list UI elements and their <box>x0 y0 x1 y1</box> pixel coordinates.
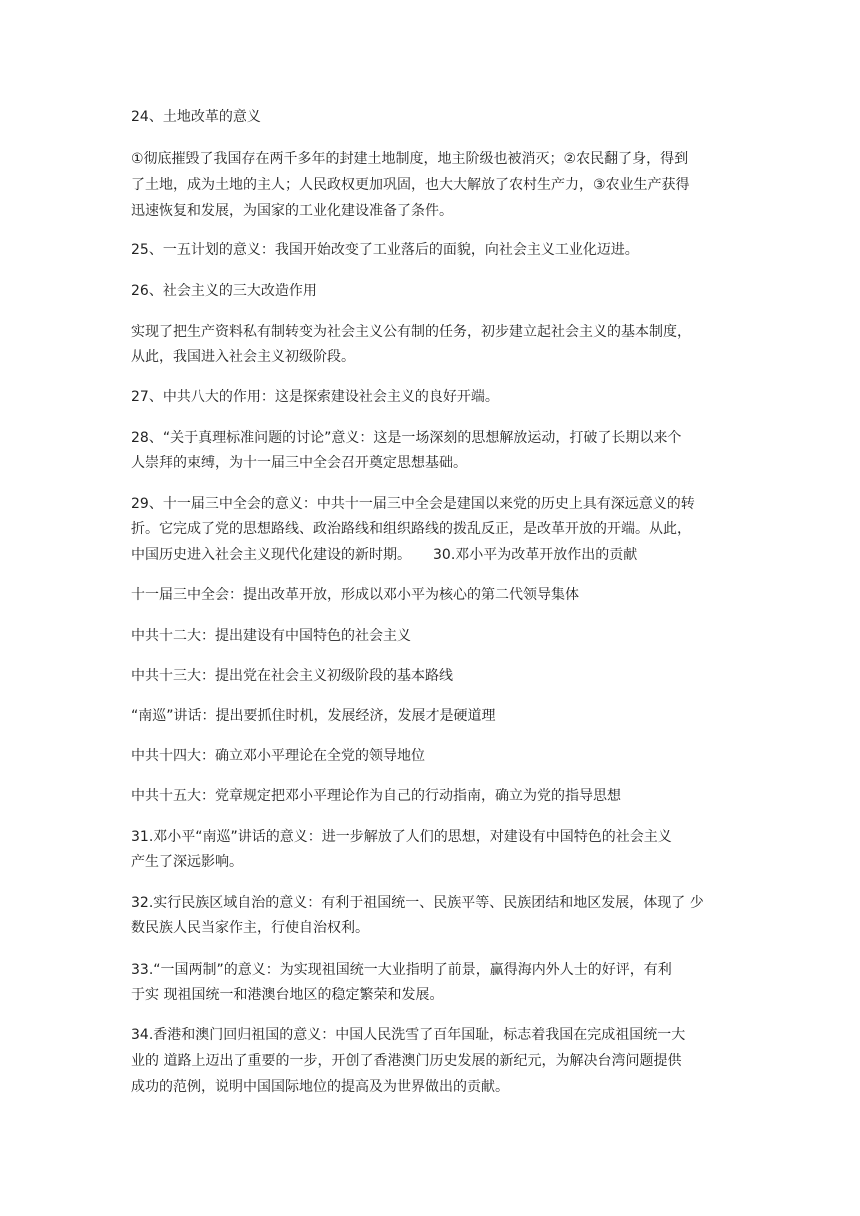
heading-27: 27、中共八大的作用：这是探索建设社会主义的良好开端。 <box>131 389 499 405</box>
heading-25: 25、一五计划的意义：我国开始改变了工业落后的面貌，向社会主义工业化迈进。 <box>131 242 639 258</box>
item-third-plenum: 十一届三中全会：提出改革开放，形成以邓小平为核心的第二代领导集体 <box>131 587 579 603</box>
paragraph-32-line-2: 数民族人民当家作主，行使自治权利。 <box>131 920 369 936</box>
paragraph-34-line-3: 成功的范例，说明中国国际地位的提高及为世界做出的贡献。 <box>131 1079 509 1095</box>
paragraph-24-line-1: ①彻底摧毁了我国存在两千多年的封建土地制度，地主阶级也被消灭；②农民翻了身，得到 <box>131 151 689 167</box>
paragraph-26-line-1: 实现了把生产资料私有制转变为社会主义公有制的任务，初步建立起社会主义的基本制度， <box>131 324 691 340</box>
item-southern-tour: “南巡”讲话：提出要抓住时机，发展经济，发展才是硬道理 <box>131 708 496 724</box>
paragraph-28-line-2: 人崇拜的束缚，为十一届三中全会召开奠定思想基础。 <box>131 455 467 471</box>
heading-26: 26、社会主义的三大改造作用 <box>131 283 317 299</box>
paragraph-31-line-2: 产生了深远影响。 <box>131 854 243 870</box>
paragraph-29-line-3-text: 中国历史进入社会主义现代化建设的新时期。 <box>131 547 411 563</box>
paragraph-24-line-3: 迅速恢复和发展，为国家的工业化建设准备了条件。 <box>131 203 453 219</box>
item-12th-congress: 中共十二大：提出建设有中国特色的社会主义 <box>131 628 411 644</box>
paragraph-26-line-2: 从此，我国进入社会主义初级阶段。 <box>131 349 355 365</box>
paragraph-34-line-2: 业的 道路上迈出了重要的一步，开创了香港澳门历史发展的新纪元，为解决台湾问题提供 <box>131 1053 682 1069</box>
paragraph-29-line-3 <box>131 545 637 565</box>
paragraph-33-line-1: 33.“一国两制”的意义：为实现祖国统一大业指明了前景，赢得海内外人士的好评，有利 <box>131 962 672 978</box>
paragraph-24-line-2: 了土地，成为土地的主人；人民政权更加巩固，也大大解放了农村生产力，③农业生产获得 <box>131 177 690 193</box>
paragraph-31-line-1: 31.邓小平“南巡”讲话的意义：进一步解放了人们的思想，对建设有中国特色的社会主义 <box>131 829 672 845</box>
item-14th-congress: 中共十四大：确立邓小平理论在全党的领导地位 <box>131 748 425 764</box>
paragraph-29-line-2: 折。它完成了党的思想路线、政治路线和组织路线的拨乱反正，是改革开放的开端。从此， <box>131 521 691 537</box>
paragraph-32-line-1: 32.实行民族区域自治的意义：有利于祖国统一、民族平等、民族团结和地区发展，体现了 少 <box>131 895 704 911</box>
paragraph-33-line-2: 于实 现祖国统一和港澳台地区的稳定繁荣和发展。 <box>131 987 444 1003</box>
item-13th-congress: 中共十三大：提出党在社会主义初级阶段的基本路线 <box>131 668 453 684</box>
heading-30: 30.邓小平为改革开放作出的贡献 <box>433 547 638 563</box>
heading-24: 24、土地改革的意义 <box>131 109 261 125</box>
paragraph-28-line-1: 28、“关于真理标准问题的讨论”意义：这是一场深刻的思想解放运动，打破了长期以来个 <box>131 430 682 446</box>
paragraph-34-line-1: 34.香港和澳门回归祖国的意义：中国人民洗雪了百年国耻，标志着我国在完成祖国统一大 <box>131 1027 686 1043</box>
paragraph-29-line-1: 29、十一届三中全会的意义：中共十一届三中全会是建国以来党的历史上具有深远意义的转 <box>131 496 695 512</box>
item-15th-congress: 中共十五大：党章规定把邓小平理论作为自己的行动指南，确立为党的指导思想 <box>131 788 621 804</box>
